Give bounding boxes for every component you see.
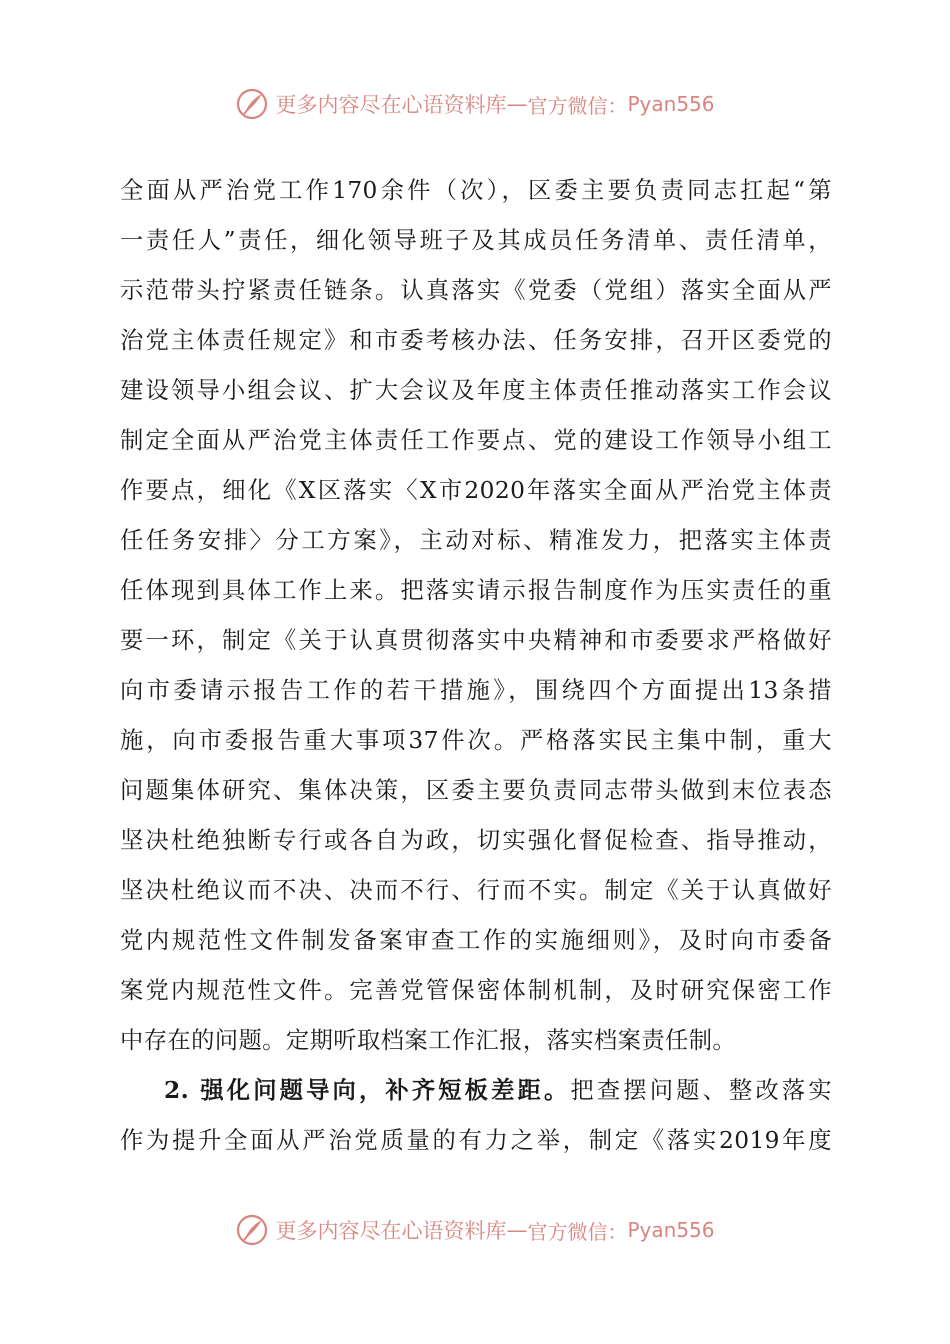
body-line: 问题集体研究、集体决策，区委主要负责同志带头做到末位表态 xyxy=(120,777,832,804)
section-2-text: 把查摆问题、整改落实 xyxy=(570,1077,833,1104)
body-line: 一责任人”责任，细化领导班子及其成员任务清单、责任清单， xyxy=(120,227,832,254)
body-line: 施，向市委报告重大事项37件次。严格落实民主集中制，重大 xyxy=(120,727,832,754)
body-line: 坚决杜绝独断专行或各自为政，切实强化督促检查、指导推动， xyxy=(120,827,832,854)
section-2-line: 作为提升全面从严治党质量的有力之举，制定《落实2019年度 xyxy=(120,1127,832,1154)
body-line: 向市委请示报告工作的若干措施》，围绕四个方面提出13条措 xyxy=(120,677,832,704)
watermark-brand: 更多内容尽在心语资料库 xyxy=(275,1219,507,1243)
footer-watermark xyxy=(0,1210,950,1250)
body-line: 全面从严治党工作170余件（次），区委主要负责同志扛起“第 xyxy=(120,177,832,204)
document-body xyxy=(120,166,832,1166)
watermark-label: 官方微信： xyxy=(527,93,628,118)
body-line: 示范带头拧紧责任链条。认真落实《党委（党组）落实全面从严 xyxy=(120,277,832,304)
quill-logo-icon xyxy=(235,1213,269,1247)
section-2-heading: 2. 强化问题导向，补齐短板差距。 xyxy=(164,1077,571,1104)
body-line: 中存在的问题。定期听取档案工作汇报，落实档案责任制。 xyxy=(120,1027,737,1054)
header-watermark xyxy=(0,84,950,124)
body-line: 任任务安排〉分工方案》，主动对标、精准发力，把落实主体责 xyxy=(120,527,832,554)
body-line: 案党内规范性文件。完善党管保密体制机制，及时研究保密工作 xyxy=(120,977,832,1004)
watermark-brand: 更多内容尽在心语资料库 xyxy=(275,93,507,117)
watermark-label: 官方微信： xyxy=(527,1219,628,1244)
watermark-separator: — xyxy=(506,92,528,116)
quill-logo-icon xyxy=(235,87,269,121)
body-line: 党内规范性文件制发备案审查工作的实施细则》，及时向市委备 xyxy=(120,927,832,954)
body-line: 制定全面从严治党主体责任工作要点、党的建设工作领导小组工 xyxy=(120,427,832,454)
watermark-wechat-id: Pyan556 xyxy=(627,92,715,116)
body-line: 建设领导小组会议、扩大会议及年度主体责任推动落实工作会议 xyxy=(120,377,832,404)
watermark-separator: — xyxy=(506,1218,528,1242)
body-line: 任体现到具体工作上来。把落实请示报告制度作为压实责任的重 xyxy=(120,577,832,604)
body-line: 作要点，细化《X区落实〈X市2020年落实全面从严治党主体责 xyxy=(120,477,832,504)
body-line: 治党主体责任规定》和市委考核办法、任务安排，召开区委党的 xyxy=(120,327,832,354)
watermark-wechat-id: Pyan556 xyxy=(627,1218,715,1242)
body-line: 要一环，制定《关于认真贯彻落实中央精神和市委要求严格做好 xyxy=(120,627,832,654)
body-line: 坚决杜绝议而不决、决而不行、行而不实。制定《关于认真做好 xyxy=(120,877,832,904)
section-2-first-line xyxy=(120,1066,832,1116)
